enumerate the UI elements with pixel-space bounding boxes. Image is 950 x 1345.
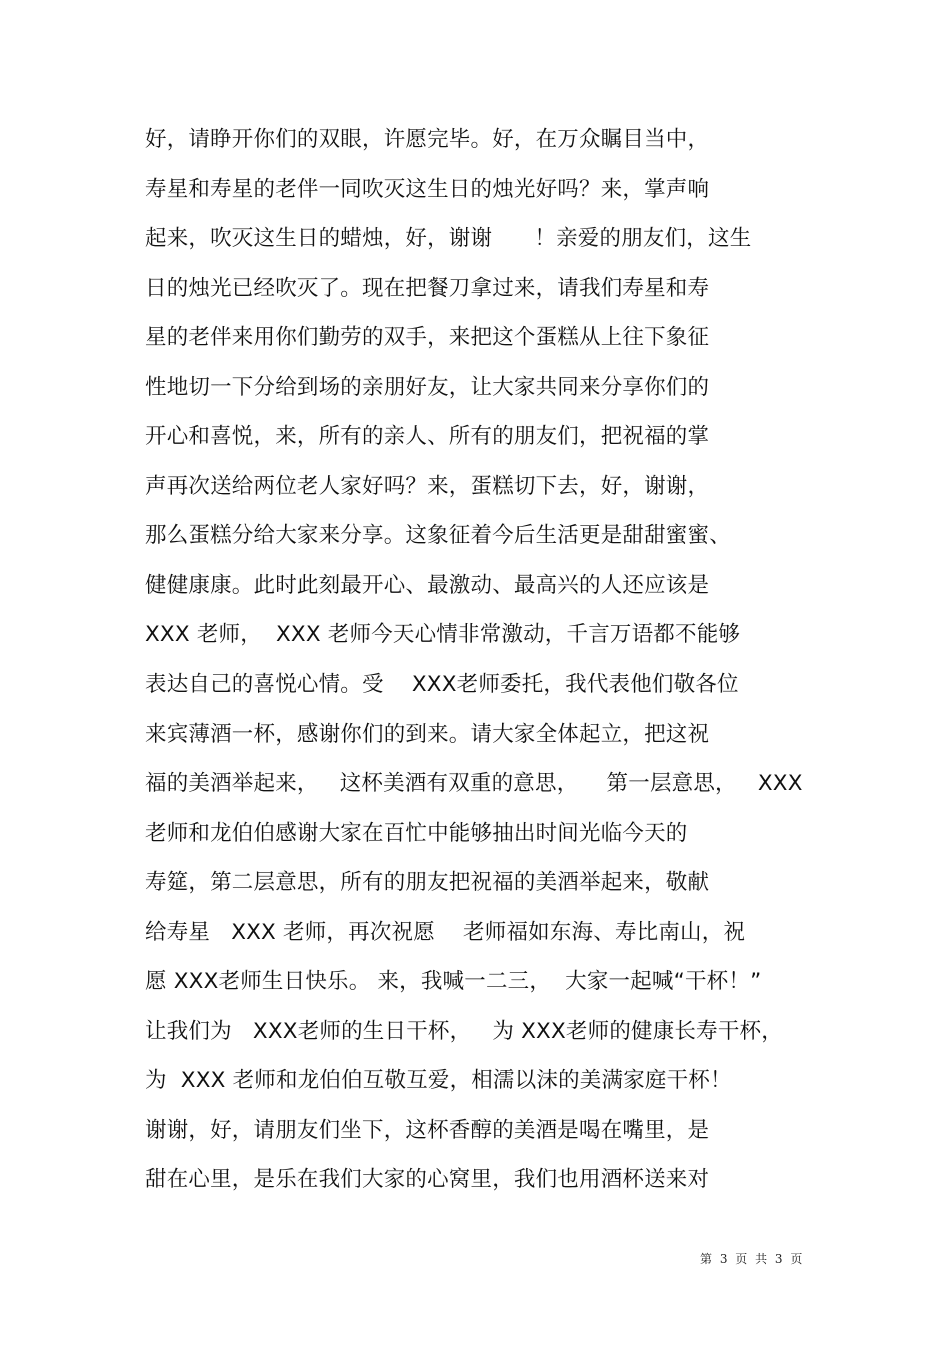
text-line: 寿筵，第二层意思，所有的朋友把祝福的美酒举起来，敬献 bbox=[145, 870, 710, 896]
text-line: 甜在心里，是乐在我们大家的心窝里，我们也用酒杯送来对 bbox=[145, 1167, 710, 1193]
text-line: 声再次送给两位老人家好吗？来，蛋糕切下去，好，谢谢， bbox=[145, 473, 710, 499]
text-line: 开心和喜悦，来，所有的亲人、所有的朋友们，把祝福的掌 bbox=[145, 424, 710, 450]
text-line: 健健康康。此时此刻最开心、最激动、最高兴的人还应该是 bbox=[145, 572, 710, 598]
text-line: 寿星和寿星的老伴一同吹灭这生日的烛光好吗？来，掌声响 bbox=[145, 176, 710, 202]
text-line: 让我们为 XXX老师的生日干杯， 为 XXX老师的健康长寿干杯， bbox=[145, 1018, 783, 1044]
text-line: 福的美酒举起来， 这杯美酒有双重的意思， 第一层意思， XXX bbox=[145, 771, 803, 797]
text-line: 老师和龙伯伯感谢大家在百忙中能够抽出时间光临今天的 bbox=[145, 820, 688, 846]
text-line: 星的老伴来用你们勤劳的双手，来把这个蛋糕从上往下象征 bbox=[145, 325, 710, 351]
text-line: 性地切一下分给到场的亲朋好友，让大家共同来分享你们的 bbox=[145, 374, 710, 400]
text-line: XXX 老师， XXX 老师今天心情非常激动，千言万语都不能够 bbox=[145, 622, 741, 648]
text-line: 谢谢，好，请朋友们坐下，这杯香醇的美酒是喝在嘴里，是 bbox=[145, 1117, 710, 1143]
text-line: 给寿星 XXX 老师，再次祝愿 老师福如东海、寿比南山，祝 bbox=[145, 919, 746, 945]
text-line: 好，请睁开你们的双眼，许愿完毕。好，在万众瞩目当中， bbox=[145, 127, 710, 152]
text-line: 起来，吹灭这生日的蜡烛，好，谢谢 ！亲爱的朋友们，这生 bbox=[145, 226, 752, 252]
page-number-footer: 第 3 页 共 3 页 bbox=[700, 1252, 805, 1266]
text-line: 表达自己的喜悦心情。受 XXX老师委托，我代表他们敬各位 bbox=[145, 672, 739, 698]
text-line: 来宾薄酒一杯，感谢你们的到来。请大家全体起立，把这祝 bbox=[145, 721, 710, 747]
text-line: 为 XXX 老师和龙伯伯互敬互爱，相濡以沫的美满家庭干杯！ bbox=[145, 1068, 732, 1094]
text-line: 日的烛光已经吹灭了。现在把餐刀拿过来，请我们寿星和寿 bbox=[145, 275, 710, 301]
text-line: 那么蛋糕分给大家来分享。这象征着今后生活更是甜甜蜜蜜、 bbox=[145, 523, 731, 549]
body-text bbox=[145, 123, 845, 1213]
text-line: 愿 XXX老师生日快乐。 来，我喊一二三， 大家一起喊“干杯！” bbox=[145, 969, 762, 995]
